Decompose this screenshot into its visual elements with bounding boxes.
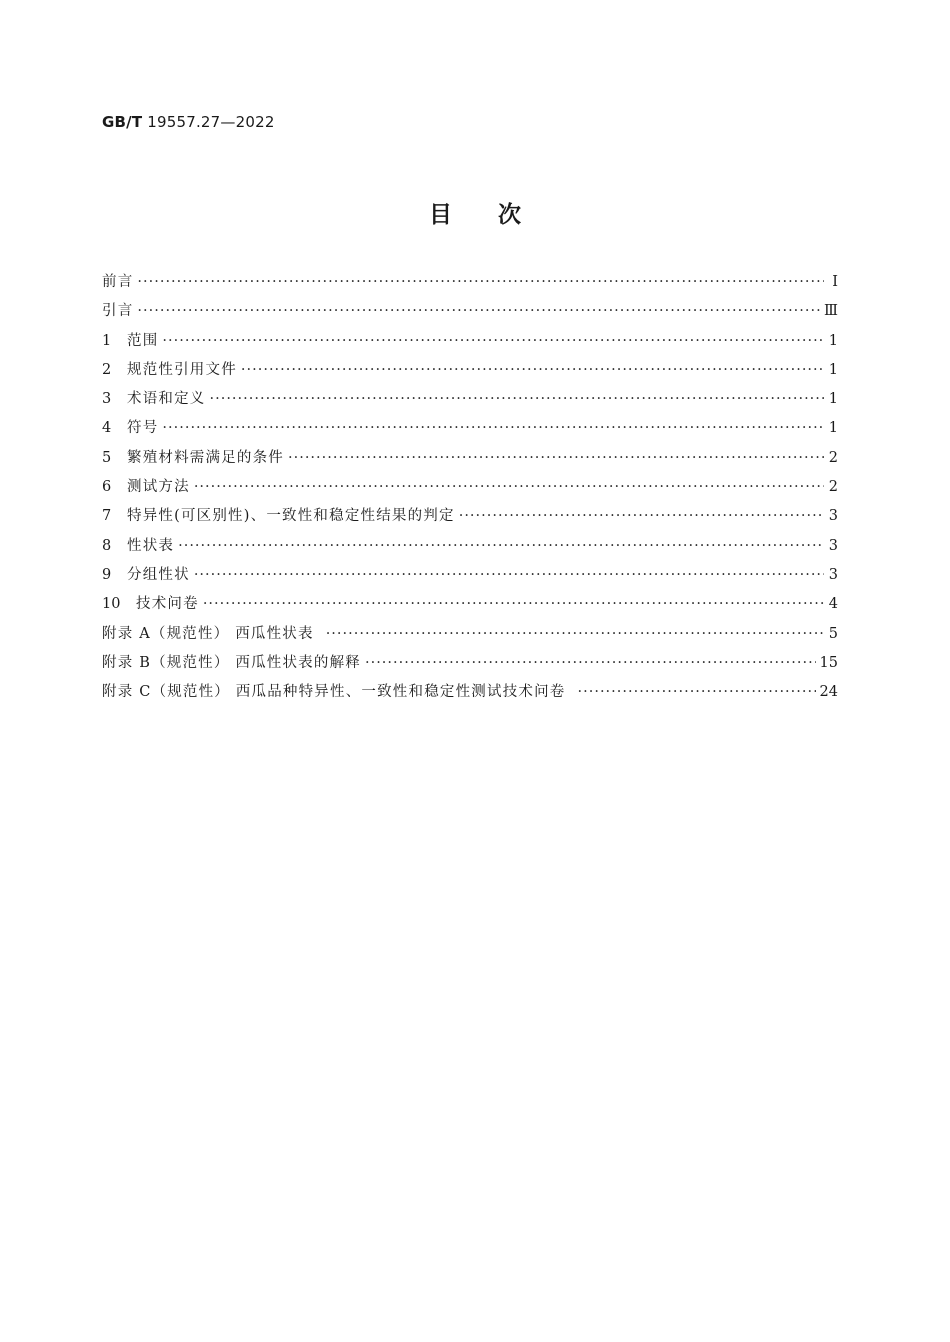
toc-item-label: 附录 B（规范性） 西瓜性状表的解释 [102, 654, 361, 671]
toc-item-section-2[interactable] [102, 358, 838, 387]
toc-leader-dots [365, 655, 816, 671]
toc-item-section-6[interactable] [102, 475, 838, 504]
toc-item-label: 术语和定义 [127, 391, 206, 408]
toc-leader-dots [194, 567, 824, 583]
toc-page-number: 2 [828, 449, 838, 466]
toc-item-section-4[interactable] [102, 416, 838, 445]
toc-leader-dots [459, 508, 824, 524]
toc-page-number: 3 [828, 566, 838, 583]
toc-page-number: Ⅰ [832, 274, 838, 290]
toc-page-number: 4 [828, 596, 838, 613]
toc-item-label: 前言 [102, 274, 134, 290]
standard-number: 19557.27—2022 [147, 113, 275, 131]
toc-leader-dots [137, 274, 824, 290]
toc-item-number: 7 [102, 508, 112, 525]
toc-item-number: 3 [102, 391, 112, 408]
toc-item-section-10[interactable] [102, 592, 838, 621]
toc-item-number: 4 [102, 420, 112, 437]
toc-item-number: 1 [102, 332, 112, 349]
toc-item-number: 9 [102, 566, 112, 583]
toc-item-annex-a[interactable] [102, 622, 838, 651]
toc-page-number: 2 [828, 479, 838, 496]
toc-item-label: 引言 [102, 303, 134, 320]
toc-item-section-7[interactable] [102, 504, 838, 533]
toc-page-number: 1 [828, 332, 838, 349]
toc-leader-dots [578, 684, 816, 700]
toc-item-label: 性状表 [127, 537, 175, 554]
toc-item-number: 2 [102, 361, 112, 378]
toc-item-label: 范围 [127, 332, 159, 349]
toc-leader-dots [137, 303, 820, 319]
toc-item-label: 附录 C（规范性） 西瓜品种特异性、一致性和稳定性测试技术问卷 [102, 684, 566, 701]
toc-leader-dots [178, 538, 824, 554]
toc-leader-dots [194, 479, 824, 495]
toc-page-number: 3 [828, 537, 838, 554]
toc-item-foreword[interactable] [102, 270, 838, 299]
toc-item-label: 规范性引用文件 [127, 361, 237, 378]
toc-page-number: 1 [828, 391, 838, 408]
toc-item-section-3[interactable] [102, 387, 838, 416]
toc-item-label: 符号 [127, 420, 159, 437]
toc-item-section-1[interactable] [102, 329, 838, 358]
toc-page-number: Ⅲ [824, 303, 838, 320]
toc-page-number: 15 [819, 654, 838, 671]
toc-item-introduction[interactable] [102, 299, 838, 328]
toc-item-annex-c[interactable] [102, 680, 838, 709]
toc-leader-dots [203, 596, 824, 612]
toc-page-number: 1 [828, 361, 838, 378]
toc-item-label: 分组性状 [127, 566, 190, 583]
toc-item-label: 附录 A（规范性） 西瓜性状表 [102, 625, 314, 642]
toc-page-number: 24 [819, 684, 838, 701]
toc-item-section-5[interactable] [102, 446, 838, 475]
toc-leader-dots [162, 333, 824, 349]
toc-item-label: 技术问卷 [136, 596, 199, 613]
toc-title [0, 196, 950, 229]
toc-page-number: 1 [828, 420, 838, 437]
toc-title-char-2: 次 [498, 202, 521, 228]
toc-item-number: 8 [102, 537, 112, 554]
standard-code: GB/T [102, 113, 143, 131]
toc-leader-dots [326, 626, 824, 642]
toc-item-number: 10 [102, 596, 121, 613]
toc-item-annex-b[interactable] [102, 651, 838, 680]
toc-leader-dots [241, 362, 824, 378]
toc-leader-dots [162, 420, 824, 436]
toc-page-number: 5 [828, 625, 838, 642]
toc-item-label: 繁殖材料需满足的条件 [127, 449, 284, 466]
document-header [102, 113, 275, 131]
toc-item-number: 5 [102, 449, 112, 466]
toc-page-number: 3 [828, 508, 838, 525]
toc-item-label: 测试方法 [127, 479, 190, 496]
toc-item-number: 6 [102, 479, 112, 496]
toc-leader-dots [210, 391, 825, 407]
toc-title-char-1: 目 [429, 202, 452, 228]
toc-item-label: 特异性(可区别性)、一致性和稳定性结果的判定 [127, 508, 455, 525]
toc-leader-dots [288, 450, 824, 466]
table-of-contents [102, 270, 838, 709]
toc-item-section-9[interactable] [102, 563, 838, 592]
toc-item-section-8[interactable] [102, 534, 838, 563]
